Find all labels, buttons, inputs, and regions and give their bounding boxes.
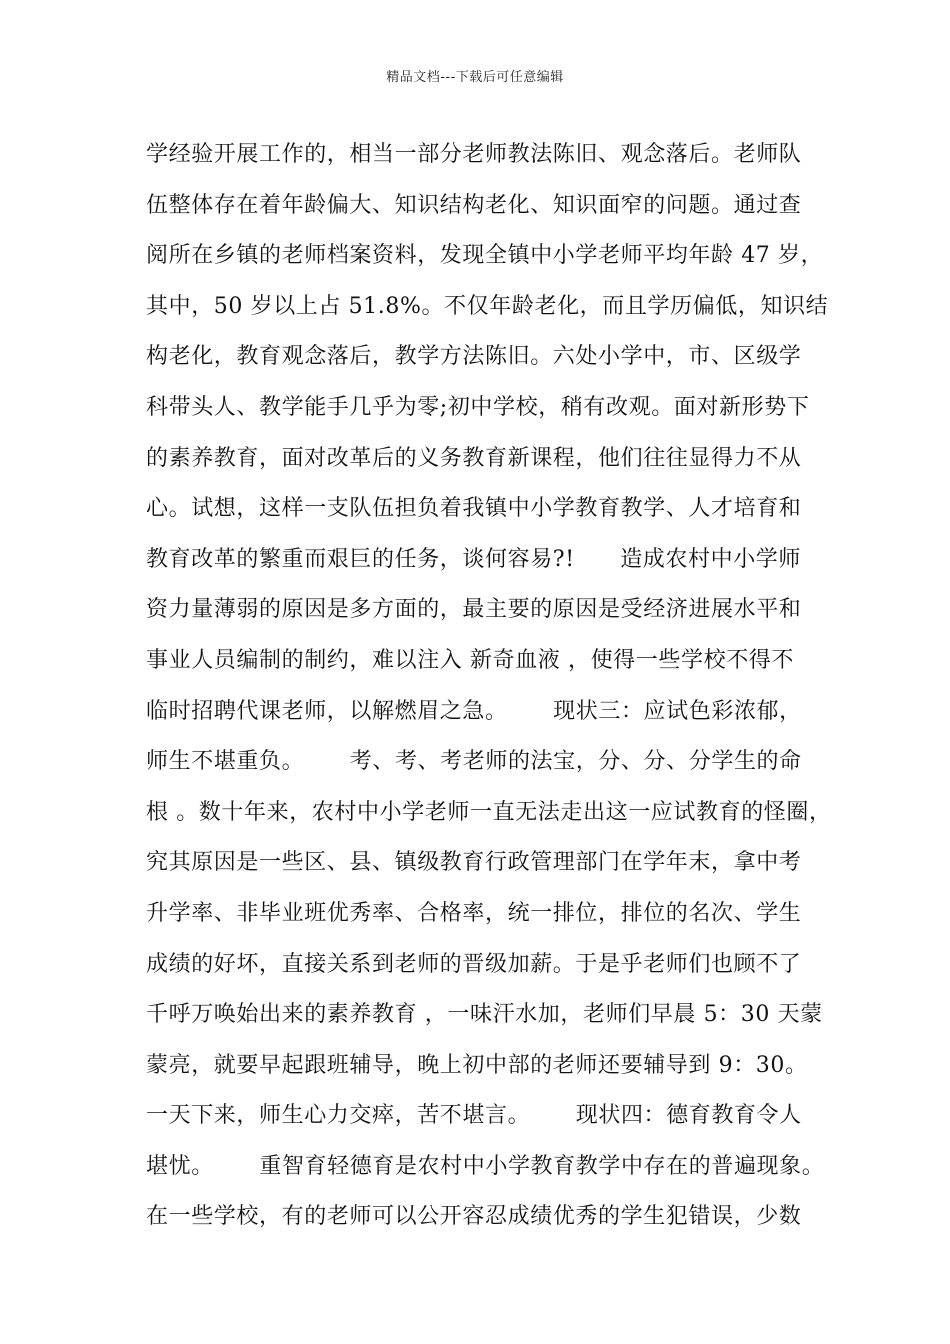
text-line: 伍整体存在着年龄偏大、知识结构老化、知识面窄的问题。通过查 xyxy=(146,192,802,218)
text-line: 堪忧。 重智育轻德育是农村中小学教育教学中存在的普遍现象。 xyxy=(146,1153,825,1179)
text-line: 资力量薄弱的原因是多方面的，最主要的原因是受经济进展水平和 xyxy=(146,597,802,623)
text-line: 的素养教育，面对改革后的义务教育新课程，他们往往显得力不从 xyxy=(146,445,802,471)
text-line: 师生不堪重负。 考、考、考老师的法宝，分、分、分学生的命 xyxy=(146,749,802,775)
body-text xyxy=(146,130,832,1243)
text-line: 临时招聘代课老师，以解燃眉之急。 现状三：应试色彩浓郁， xyxy=(146,698,802,724)
text-line: 究其原因是一些区、县、镇级教育行政管理部门在学年末，拿中考 xyxy=(146,850,802,876)
text-line: 学经验开展工作的，相当一部分老师教法陈旧、观念落后。老师队 xyxy=(146,142,802,167)
text-line: 成绩的好坏，直接关系到老师的晋级加薪。于是乎老师们也顾不了 xyxy=(146,951,802,977)
text-line: 根 。数十年来，农村中小学老师一直无法走出这一应试教育的怪圈， xyxy=(146,799,832,825)
text-line: 蒙亮，就要早起跟班辅导，晚上初中部的老师还要辅导到 9：30。 xyxy=(146,1052,808,1078)
text-line: 心。试想，这样一支队伍担负着我镇中小学教育教学、人才培育和 xyxy=(146,496,802,522)
text-line: 一天下来，师生心力交瘁，苦不堪言。 现状四：德育教育令人 xyxy=(146,1103,802,1129)
text-line: 构老化，教育观念落后，教学方法陈旧。六处小学中，市、区级学 xyxy=(146,344,802,370)
text-line: 阅所在乡镇的老师档案资料，发现全镇中小学老师平均年龄 47 岁， xyxy=(146,243,824,269)
text-line: 科带头人、教学能手几乎为零;初中学校，稍有改观。面对新形势下 xyxy=(146,394,810,420)
text-line: 事业人员编制的制约，难以注入 新奇血液 ，使得一些学校不得不 xyxy=(146,647,794,673)
text-line: 教育改革的繁重而艰巨的任务，谈何容易?! 造成农村中小学师 xyxy=(146,546,801,572)
text-line: 千呼万唤始出来的素养教育 ，一味汗水加，老师们早晨 5：30 天蒙 xyxy=(146,1002,823,1028)
text-line: 升学率、非毕业班优秀率、合格率，统一排位，排位的名次、学生 xyxy=(146,900,802,926)
text-line: 其中，50 岁以上占 51.8%。不仅年龄老化，而且学历偏低，知识结 xyxy=(146,293,829,319)
page-header: 精品文档---下载后可任意编辑 xyxy=(386,70,564,85)
text-line: 在一些学校，有的老师可以公开容忍成绩优秀的学生犯错误，少数 xyxy=(146,1204,802,1230)
